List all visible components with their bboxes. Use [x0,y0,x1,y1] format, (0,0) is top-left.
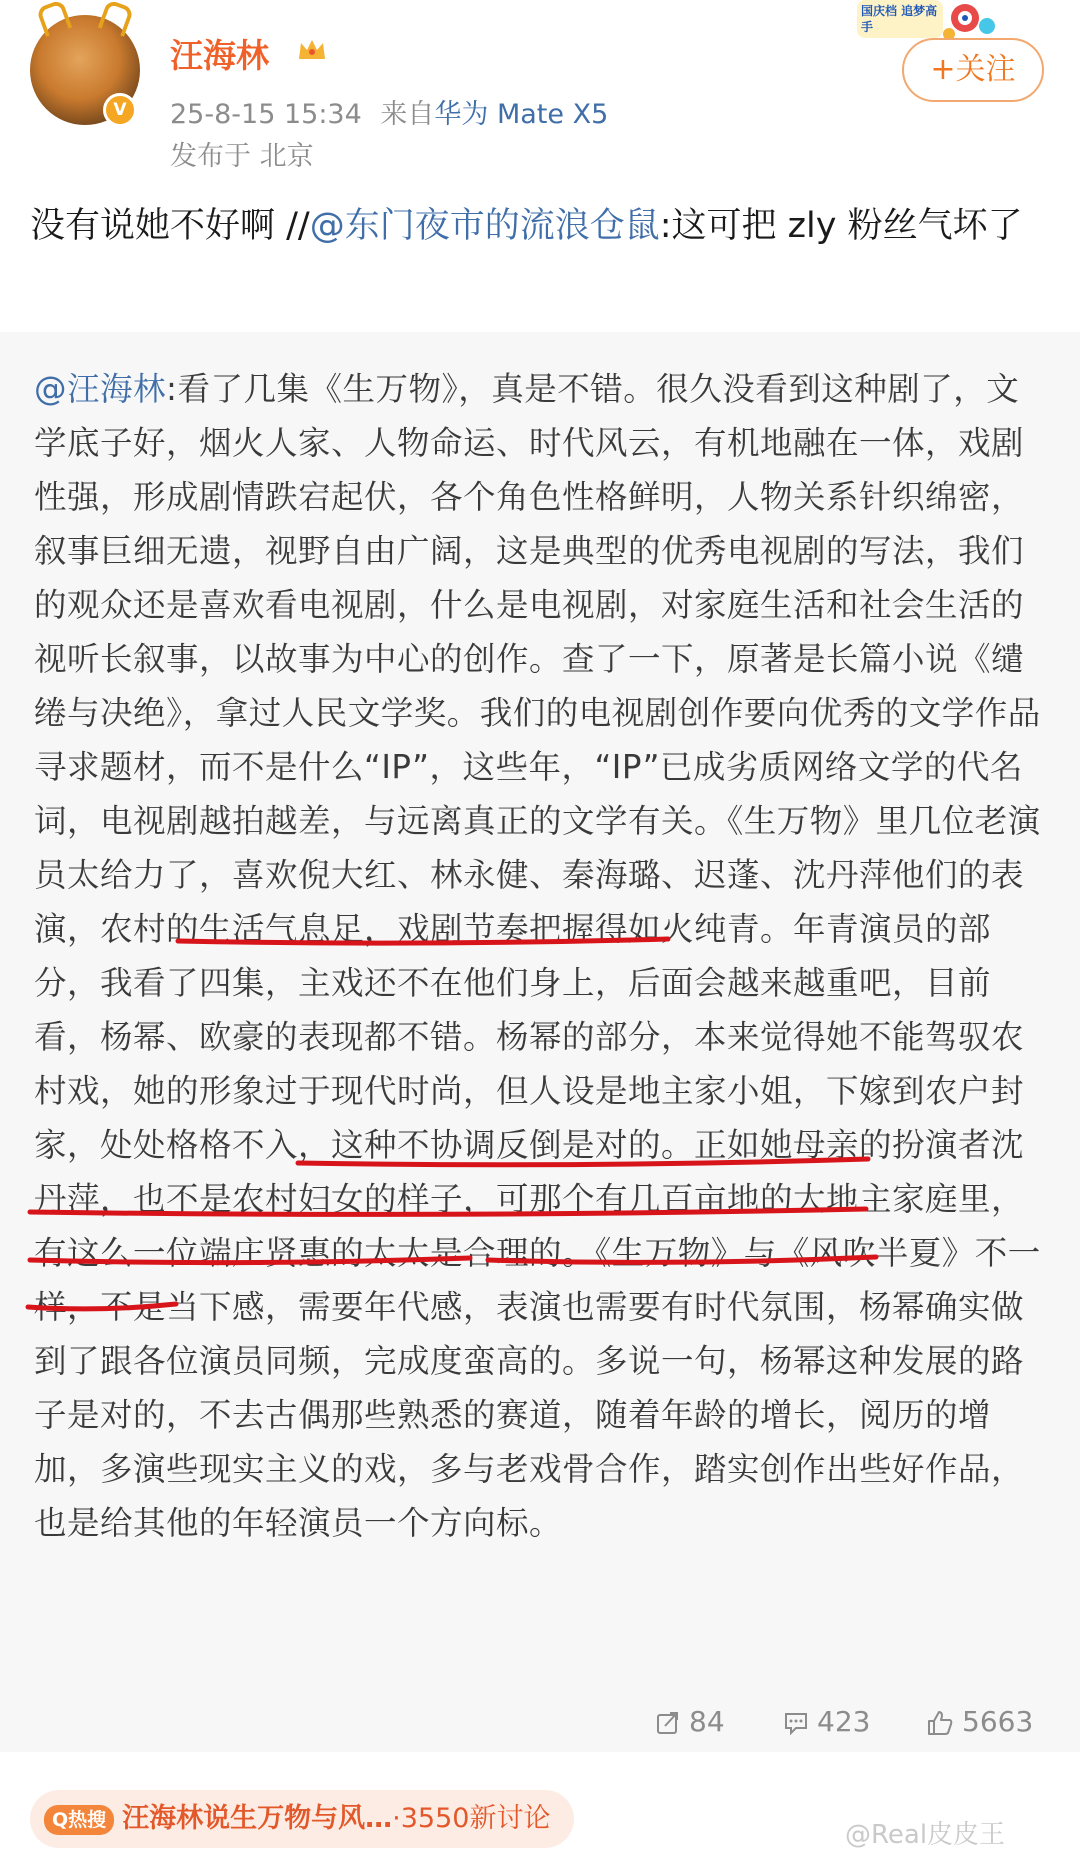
hot-search-tag[interactable] [30,1790,574,1848]
antler-decoration [98,0,135,37]
comment-count: 423 [817,1705,871,1738]
like-button[interactable] [926,1702,1033,1742]
crown-icon [297,37,327,63]
follow-button[interactable]: +关注 [902,38,1044,102]
hot-search-discussion: ·3550新讨论 [392,1803,551,1834]
post-meta [170,92,608,131]
quoted-text [34,362,1046,1550]
like-count: 5663 [962,1705,1034,1738]
device-link[interactable]: 华为 Mate X5 [434,99,609,130]
quoted-text-body: :看了几集《生万物》，真是不错。很久没看到这种剧了，文学底子好，烟火人家、人物命运、时代风云，有机地融在一体，戏剧性强，形成剧情跌宕起伏，各个角色性格鲜明，人物关系针织绵密，叙事巨细无遗，视野自由广阔，这是典型的优秀电视剧的写法，我们的观众还是喜欢看电视剧，什么是电视剧，对家庭生活和社会生活的视听长叙事，以故事为中心的创作。查了一下，原著是长篇小说《缱绻与决绝》，拿过人民文学奖。我们的电视剧创作要向优秀的文学作品寻求题材，而不是什么“IP”，这些年，“IP”已成劣质网络文学的代名词，电视剧越拍越差，与远离真正的文学有关。《生万物》里几位老演员太给力了，喜欢倪大红、林永健、秦海璐、迟蓬、沈丹萍他们的表演，农村的生活气息足，戏剧节奏把握得如火纯青。年青演员的部分，我看了四集，主戏还不在他们身上，后面会越来越重吧，目前看，杨幂、欧豪的表现都不错。杨幂的部分，本来觉得她不能驾驭农村戏，她的形象过于现代时尚，但人设是地主家小姐，下嫁到农户封家，处处格格不入，这种不协调反倒是对的。正如她母亲的扮演者沈丹萍，也不是农村妇女的样子，可那个有几百亩地的大地主家庭里，有这么一位端庄贤惠的太太是合理的。《生万物》与《风吹半夏》不一样，不是当下感，需要年代感，表演也需要有时代氛围，杨幂确实做到了跟各位演员同频，完成度蛮高的。多说一句，杨幂这种发展的路子是对的，不去古偶那些熟悉的赛道，随着年龄的增长，阅历的增加，多演些现实主义的戏，多与老戏骨合作，踏实创作出些好作品，也是给其他的年轻演员一个方向标。 [34,370,1041,1542]
mention-link[interactable]: @东门夜市的流浪仓鼠 [309,206,660,246]
comment-button[interactable] [783,1702,870,1742]
repost-button[interactable] [655,1702,725,1742]
antler-decoration [36,0,73,37]
hot-search-badge: Q热搜 [44,1805,114,1835]
comment-icon [783,1710,809,1736]
quoted-post[interactable] [0,332,1080,1752]
watermark: @Real皮皮王 [845,1820,1006,1850]
quoted-mention-link[interactable]: @汪海林 [34,370,167,408]
promo-sticker[interactable]: 国庆档 追梦高手 [857,0,943,38]
post-datetime: 25-8-15 15:34 [170,99,362,130]
repost-text-after: :这可把 zly 粉丝气坏了 [659,206,1023,246]
source-prefix: 来自 [380,99,435,130]
thumbs-up-icon [926,1709,954,1737]
repost-icon [655,1710,681,1736]
author-name[interactable]: 汪海林 [170,36,269,75]
post-location: 发布于 北京 [170,141,314,172]
verified-icon: V [103,93,137,127]
hot-search-title: 汪海林说生万物与风… [122,1803,393,1834]
repost-text [30,200,1050,252]
repost-text-before: 没有说她不好啊 // [30,206,310,246]
post-header [0,0,1080,170]
repost-count: 84 [689,1705,725,1738]
